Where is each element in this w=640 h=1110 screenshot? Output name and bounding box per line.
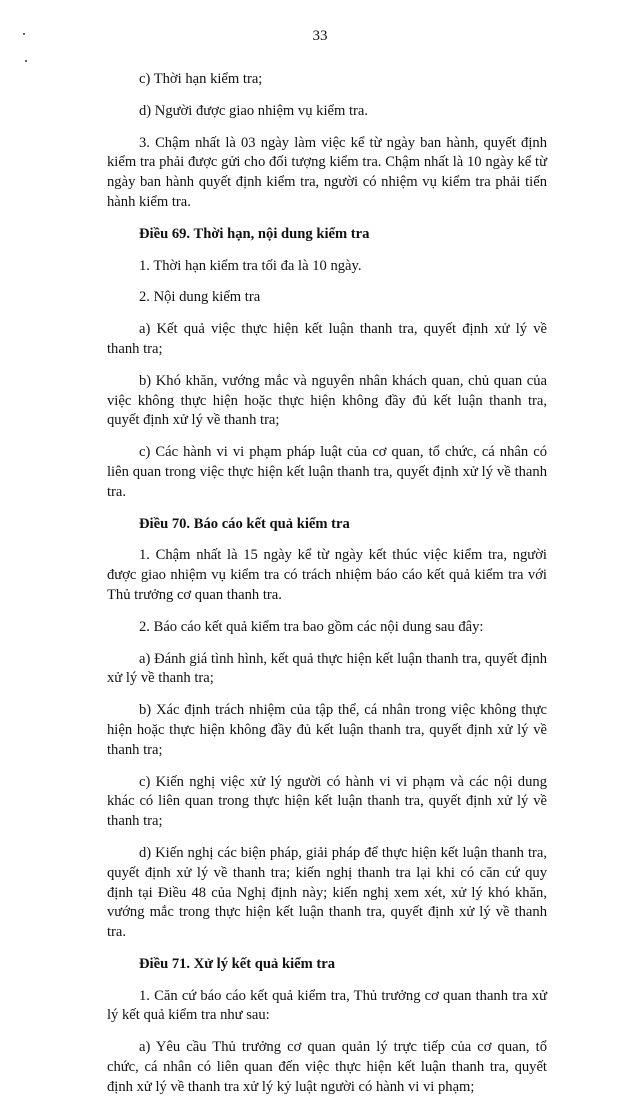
paragraph: d) Người được giao nhiệm vụ kiểm tra. [139,102,369,119]
page-number: 33 [312,28,328,44]
paragraph: a) Kết quả việc thực hiện kết luận thanh tra, quyết định xử lý về thanh tra; [107,321,547,357]
paragraph: a) Đánh giá tình hình, kết quả thực hiện kết luận thanh tra, quyết định xử lý về thanh tra; [107,650,547,687]
article-heading: Điều 69. Thời hạn, nội dung kiểm tra [139,225,370,242]
paragraph: c) Kiến nghị việc xử lý người có hành vi vi phạm và các nội dung khác có liên quan trong thực hiện kết luận thanh tra, quyết định xử lý về thanh tra; [107,773,547,830]
paragraph: 2. Nội dung kiểm tra [139,289,261,306]
paragraph: 3. Chậm nhất là 03 ngày làm việc kể từ ngày ban hành, quyết định kiểm tra phải được gửi cho đối tượng kiểm tra. Chậm nhất là 10 ngày kể từ ngày ban hành quyết định kiểm tra, người có nhiệm vụ kiểm tra phải tiến hành kiểm tra. [107,134,547,210]
paragraph: 1. Chậm nhất là 15 ngày kể từ ngày kết thúc việc kiểm tra, người được giao nhiệm vụ kiểm tra có trách nhiệm báo cáo kết quả kiểm tra với Thủ trưởng cơ quan thanh tra. [107,547,547,603]
paragraph: c) Thời hạn kiểm tra; [139,71,263,87]
article-heading: Điều 70. Báo cáo kết quả kiểm tra [139,515,350,532]
scan-speck [25,60,27,62]
document-body [107,70,547,1110]
article-heading: Điều 71. Xử lý kết quả kiểm tra [139,955,336,972]
paragraph: b) Khó khăn, vướng mắc và nguyên nhân khách quan, chủ quan của việc không thực hiện hoặc thực hiện không đầy đủ kết luận thanh tra, quyết định xử lý về thanh tra; [107,372,547,429]
paragraph: c) Các hành vi vi phạm pháp luật của cơ quan, tổ chức, cá nhân có liên quan trong việc thực hiện kết luận thanh tra, quyết định xử lý về thanh tra. [107,444,547,500]
paragraph: 2. Báo cáo kết quả kiểm tra bao gồm các nội dung sau đây: [139,618,484,635]
paragraph: a) Yêu cầu Thủ trưởng cơ quan quản lý trực tiếp của cơ quan, tổ chức, cá nhân có liên quan đến việc thực hiện kết luận thanh tra, quyết định xử lý về thanh tra xử lý kỷ luật người có hành vi vi phạm; [107,1039,547,1095]
paragraph: b) Xác định trách nhiệm của tập thể, cá nhân trong việc không thực hiện hoặc thực hiện không đầy đủ kết luận thanh tra, quyết định xử lý về thanh tra; [107,702,547,758]
paragraph: 1. Thời hạn kiểm tra tối đa là 10 ngày. [139,257,362,274]
paragraph: 1. Căn cứ báo cáo kết quả kiểm tra, Thủ trưởng cơ quan thanh tra xử lý kết quả kiểm tra như sau: [107,987,547,1024]
paragraph: d) Kiến nghị các biện pháp, giải pháp để thực hiện kết luận thanh tra, quyết định xử lý về thanh tra; kiến nghị thanh tra lại khi có căn cứ quy định tại Điều 48 của Nghị định này; kiến nghị xem xét, xử lý khó khăn, vướng mắc trong thực hiện kết luận thanh tra, quyết định xử lý về thanh tra. [107,844,547,941]
